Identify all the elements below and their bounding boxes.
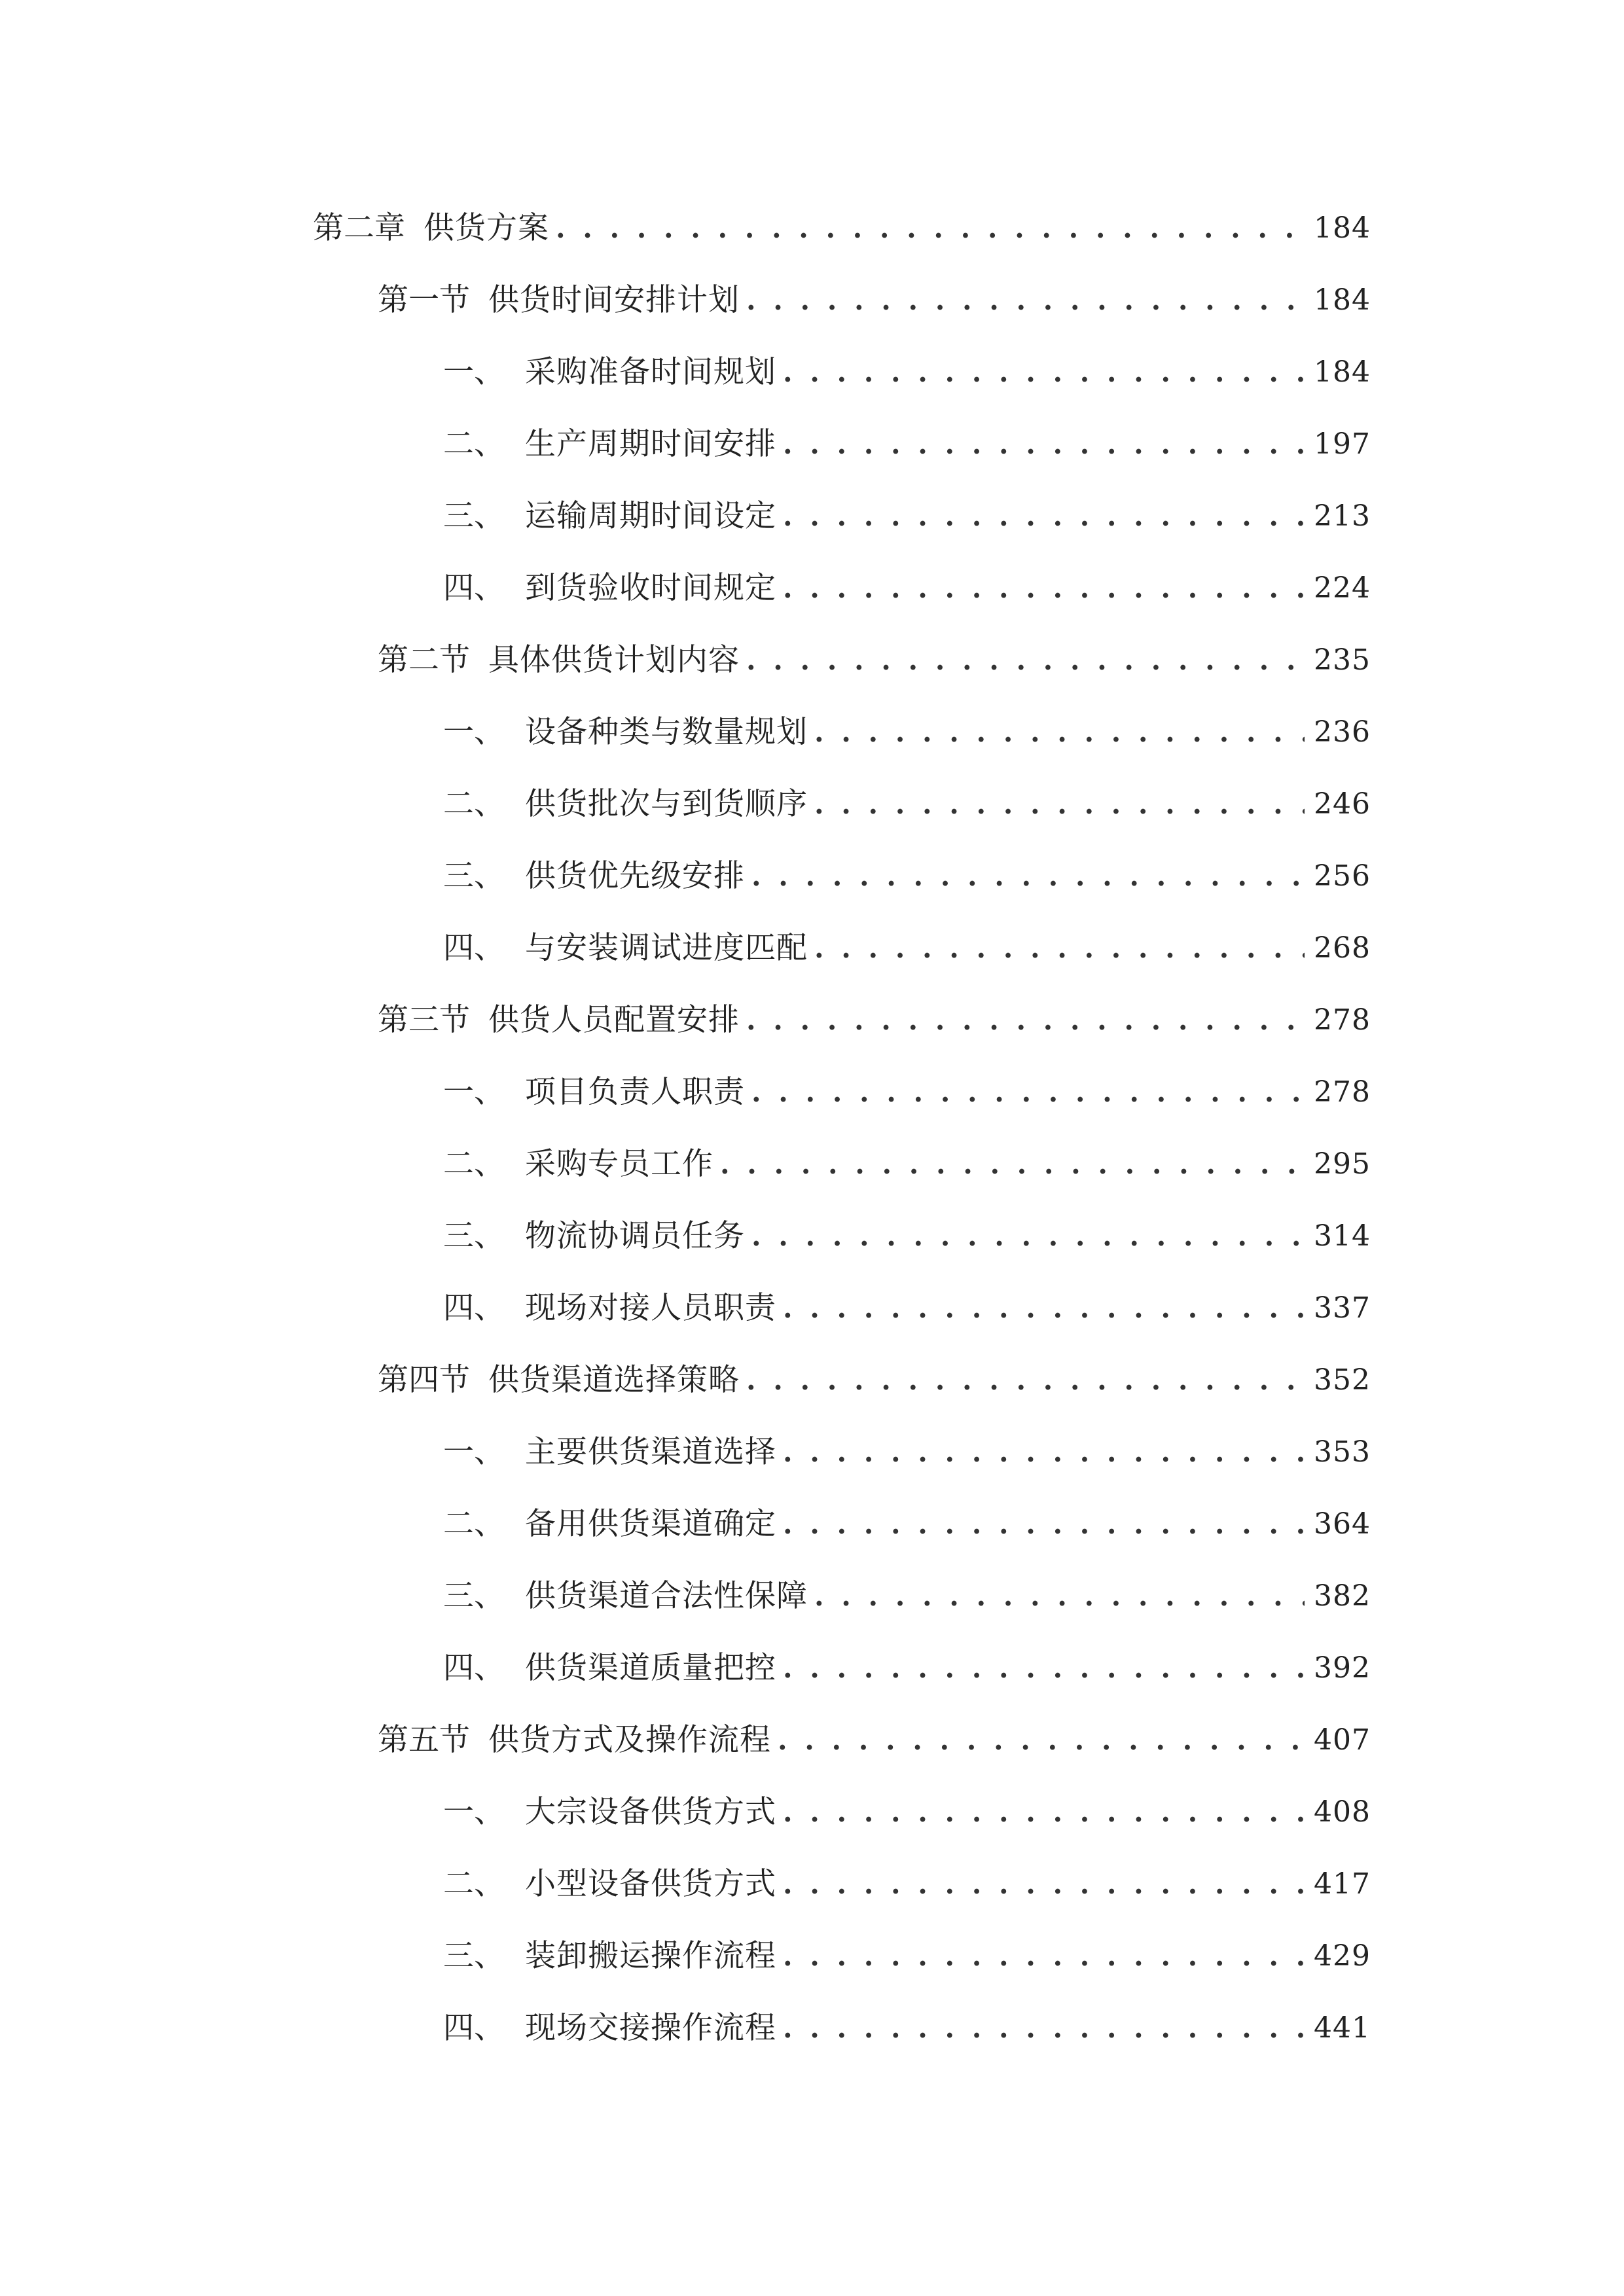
toc-dot-leader [783,1426,1305,1479]
toc-dot-leader [783,490,1305,543]
toc-dot-leader [783,418,1305,471]
toc-dot-leader [720,1138,1305,1191]
toc-dot-leader [783,1498,1305,1551]
toc-entry[interactable] [443,850,1371,903]
toc-entry-page: 314 [1314,1219,1371,1253]
toc-dot-leader [746,274,1305,327]
toc-entry-title: 到货验收时间规定 [525,570,776,606]
toc-entry-page: 417 [1314,1867,1371,1901]
toc-entry[interactable] [443,1642,1371,1695]
toc-entry-title: 供货渠道质量把控 [525,1650,776,1686]
toc-entry[interactable] [443,706,1371,759]
toc-entry-title: 供货批次与到货顺序 [525,786,808,822]
toc-entry[interactable] [443,922,1371,975]
toc-entry-title: 采购专员工作 [525,1146,713,1182]
toc-entry-page: 364 [1314,1507,1371,1541]
toc-dot-leader [746,994,1305,1047]
toc-entry-prefix: 第一节 [378,282,470,318]
toc-entry-prefix: 第二节 [378,642,470,678]
toc-entry-page: 197 [1314,427,1371,461]
toc-entry-title: 供货渠道合法性保障 [525,1578,808,1614]
toc-entry-prefix: 四、 [443,2010,505,2046]
toc-entry-page: 392 [1314,1651,1371,1685]
toc-entry-page: 278 [1314,1075,1371,1109]
toc-dot-leader [746,634,1305,687]
toc-entry-prefix: 一、 [443,1074,505,1110]
toc-entry[interactable] [313,202,1371,255]
toc-entry-page: 337 [1314,1291,1371,1325]
toc-entry-title: 供货渠道选择策略 [488,1362,740,1398]
toc-entry-prefix: 三、 [443,1218,505,1254]
toc-entry-page: 441 [1314,2011,1371,2045]
toc-entry-prefix: 一、 [443,1434,505,1470]
toc-entry-title: 项目负责人职责 [525,1074,745,1110]
toc-entry-prefix: 第三节 [378,1002,470,1038]
toc-dot-leader [783,2002,1305,2054]
toc-dot-leader [783,1786,1305,1839]
toc-entry-title: 大宗设备供货方式 [525,1794,776,1830]
toc-entry[interactable] [443,346,1371,399]
toc-entry-title: 备用供货渠道确定 [525,1506,776,1542]
toc-entry-title: 供货优先级安排 [525,858,745,894]
toc-entry[interactable] [443,418,1371,471]
toc-entry-prefix: 三、 [443,1938,505,1974]
toc-entry[interactable] [378,634,1371,687]
toc-entry-prefix: 四、 [443,1650,505,1686]
toc-dot-leader [783,1930,1305,1982]
toc-entry[interactable] [443,1858,1371,1910]
toc-entry-prefix: 四、 [443,1290,505,1326]
toc-entry-title: 设备种类与数量规划 [525,714,808,750]
toc-entry-prefix: 一、 [443,714,505,750]
toc-dot-leader [783,1858,1305,1910]
toc-entry-prefix: 二、 [443,426,505,462]
toc-entry-prefix: 三、 [443,498,505,534]
toc-entry-prefix: 三、 [443,1578,505,1614]
toc-entry-prefix: 一、 [443,1794,505,1830]
toc-entry[interactable] [443,2002,1371,2054]
toc-entry[interactable] [443,1426,1371,1479]
toc-entry-page: 213 [1314,499,1371,533]
toc-entry-page: 184 [1314,355,1371,389]
toc-dot-leader [556,202,1305,255]
toc-entry-page: 352 [1314,1363,1371,1397]
toc-entry-prefix: 第五节 [378,1722,470,1758]
toc-entry-prefix: 四、 [443,930,505,966]
toc-entry[interactable] [443,778,1371,831]
toc-dot-leader [751,1210,1305,1263]
toc-entry-title: 主要供货渠道选择 [525,1434,776,1470]
toc-dot-leader [814,778,1305,831]
toc-entry-page: 236 [1314,715,1371,749]
toc-entry[interactable] [378,274,1371,327]
toc-entry-title: 生产周期时间安排 [525,426,776,462]
toc-entry[interactable] [378,994,1371,1047]
toc-entry-prefix: 二、 [443,1146,505,1182]
toc-dot-leader [778,1714,1305,1767]
toc-entry-page: 184 [1314,211,1371,245]
toc-dot-leader [783,1282,1305,1335]
toc-entry-page: 235 [1314,643,1371,677]
toc-entry[interactable] [443,1930,1371,1982]
toc-entry-title: 供货人员配置安排 [488,1002,740,1038]
toc-entry-page: 408 [1314,1795,1371,1829]
toc-entry-prefix: 三、 [443,858,505,894]
toc-entry[interactable] [443,562,1371,615]
toc-entry-page: 278 [1314,1003,1371,1037]
toc-entry[interactable] [443,1786,1371,1839]
toc-entry-page: 256 [1314,859,1371,893]
toc-entry-page: 429 [1314,1939,1371,1973]
toc-entry-page: 407 [1314,1723,1371,1757]
toc-entry-title: 供货时间安排计划 [488,282,740,318]
toc-entry[interactable] [378,1714,1371,1767]
toc-entry-title: 具体供货计划内容 [488,642,740,678]
toc-dot-leader [751,850,1305,903]
toc-entry-page: 382 [1314,1579,1371,1613]
toc-entry-title: 物流协调员任务 [525,1218,745,1254]
toc-entry-page: 246 [1314,787,1371,821]
toc-dot-leader [783,562,1305,615]
toc-entry-prefix: 二、 [443,786,505,822]
toc-dot-leader [783,346,1305,399]
toc-entry[interactable] [443,490,1371,543]
toc-entry-page: 353 [1314,1435,1371,1469]
toc-entry-title: 采购准备时间规划 [525,354,776,390]
toc-dot-leader [751,1066,1305,1119]
toc-entry[interactable] [443,1210,1371,1263]
toc-entry-prefix: 第二章 [313,210,405,246]
toc-entry-prefix: 二、 [443,1506,505,1542]
toc-entry[interactable] [378,1354,1371,1407]
toc-entry[interactable] [443,1282,1371,1335]
toc-dot-leader [814,922,1305,975]
toc-entry-title: 运输周期时间设定 [525,498,776,534]
toc-entry-prefix: 一、 [443,354,505,390]
toc-entry-title: 供货方式及操作流程 [488,1722,771,1758]
toc-entry[interactable] [443,1570,1371,1623]
toc-entry-prefix: 四、 [443,570,505,606]
toc-dot-leader [814,1570,1305,1623]
toc-entry-page: 224 [1314,571,1371,605]
toc-dot-leader [746,1354,1305,1407]
toc-entry-title: 现场对接人员职责 [525,1290,776,1326]
toc-entry-page: 268 [1314,931,1371,965]
toc-entry[interactable] [443,1138,1371,1191]
toc-entry-title: 现场交接操作流程 [525,2010,776,2046]
toc-entry-title: 供货方案 [424,210,549,246]
toc-entry-title: 装卸搬运操作流程 [525,1938,776,1974]
toc-dot-leader [814,706,1305,759]
toc-entry-title: 与安装调试进度匹配 [525,930,808,966]
toc-entry-page: 184 [1314,283,1371,317]
toc-entry[interactable] [443,1066,1371,1119]
toc-entry-prefix: 二、 [443,1866,505,1902]
toc-dot-leader [783,1642,1305,1695]
toc-entry[interactable] [443,1498,1371,1551]
toc-entry-title: 小型设备供货方式 [525,1866,776,1902]
toc-entry-page: 295 [1314,1147,1371,1181]
toc-entry-prefix: 第四节 [378,1362,470,1398]
